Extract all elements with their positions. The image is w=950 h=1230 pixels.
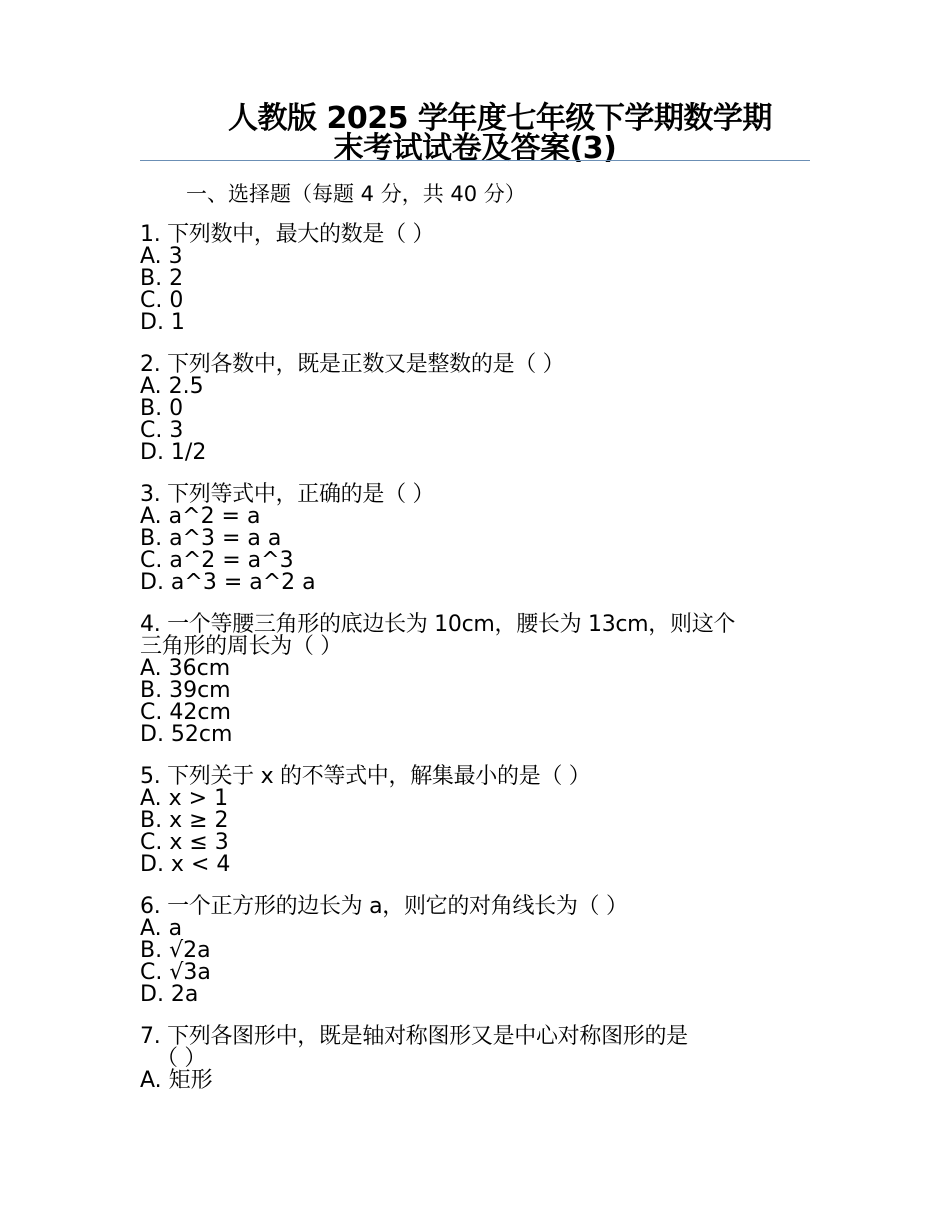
- option-list: [140, 246, 812, 334]
- title-line-2: 末考试试卷及答案(3): [333, 131, 617, 166]
- question-stem-line-2-text: （ ）: [156, 1046, 207, 1071]
- option-list: [140, 376, 812, 464]
- option-c: C. x ≤ 3: [140, 830, 229, 855]
- option-c: C. a^2 = a^3: [140, 548, 294, 573]
- title-line-1: 人教版 2025 学年度七年级下学期数学期: [228, 101, 772, 136]
- option-a: A. 2.5: [140, 374, 204, 399]
- question-5: [140, 766, 812, 876]
- question-stem-line-1: 7. 下列各图形中，既是轴对称图形又是中心对称图形的是: [140, 1024, 688, 1049]
- option-d: D. a^3 = a^2 a: [140, 570, 316, 595]
- option-list: [140, 1070, 812, 1092]
- question-3: [140, 484, 812, 594]
- option-b: B. x ≥ 2: [140, 808, 229, 833]
- question-stem: 3. 下列等式中，正确的是（ ）: [140, 482, 435, 507]
- option-c: C. 42cm: [140, 700, 231, 725]
- option-c: C. 3: [140, 418, 184, 443]
- option-d: D. 2a: [140, 982, 199, 1007]
- question-6: [140, 896, 812, 1006]
- option-d: D. 1: [140, 310, 185, 335]
- option-b: B. 0: [140, 396, 184, 421]
- question-4: [140, 614, 812, 746]
- question-stem-line-2: [140, 1048, 812, 1070]
- option-list: [140, 658, 812, 746]
- option-b: B. a^3 = a a: [140, 526, 282, 551]
- option-list: [140, 918, 812, 1006]
- option-list: [140, 506, 812, 594]
- option-d: D. 1/2: [140, 440, 207, 465]
- option-list: [140, 788, 812, 876]
- question-stem: 2. 下列各数中，既是正数又是整数的是（ ）: [140, 352, 565, 377]
- option-a: A. a^2 = a: [140, 504, 261, 529]
- question-1: [140, 224, 812, 334]
- title-divider: [140, 160, 810, 161]
- question-stem-line-2: 三角形的周长为（ ）: [140, 634, 342, 659]
- question-list: [140, 224, 812, 1112]
- question-stem: 5. 下列关于 x 的不等式中，解集最小的是（ ）: [140, 764, 591, 789]
- option-c: C. √3a: [140, 960, 211, 985]
- question-2: [140, 354, 812, 464]
- option-d: D. 52cm: [140, 722, 233, 747]
- question-7: [140, 1026, 812, 1092]
- option-a: A. 3: [140, 244, 183, 269]
- option-b: B. √2a: [140, 938, 211, 963]
- option-a: A. 矩形: [140, 1068, 213, 1093]
- option-b: B. 39cm: [140, 678, 231, 703]
- question-stem: 1. 下列数中，最大的数是（ ）: [140, 222, 435, 247]
- document-title: [140, 101, 810, 166]
- question-stem-line-1: 4. 一个等腰三角形的底边长为 10cm，腰长为 13cm，则这个: [140, 612, 736, 637]
- option-a: A. x > 1: [140, 786, 229, 811]
- option-d: D. x < 4: [140, 852, 231, 877]
- section-heading: 一、选择题（每题 4 分，共 40 分）: [186, 182, 526, 206]
- option-a: A. a: [140, 916, 183, 941]
- question-stem: 6. 一个正方形的边长为 a，则它的对角线长为（ ）: [140, 894, 628, 919]
- option-c: C. 0: [140, 288, 184, 313]
- option-a: A. 36cm: [140, 656, 231, 681]
- option-b: B. 2: [140, 266, 184, 291]
